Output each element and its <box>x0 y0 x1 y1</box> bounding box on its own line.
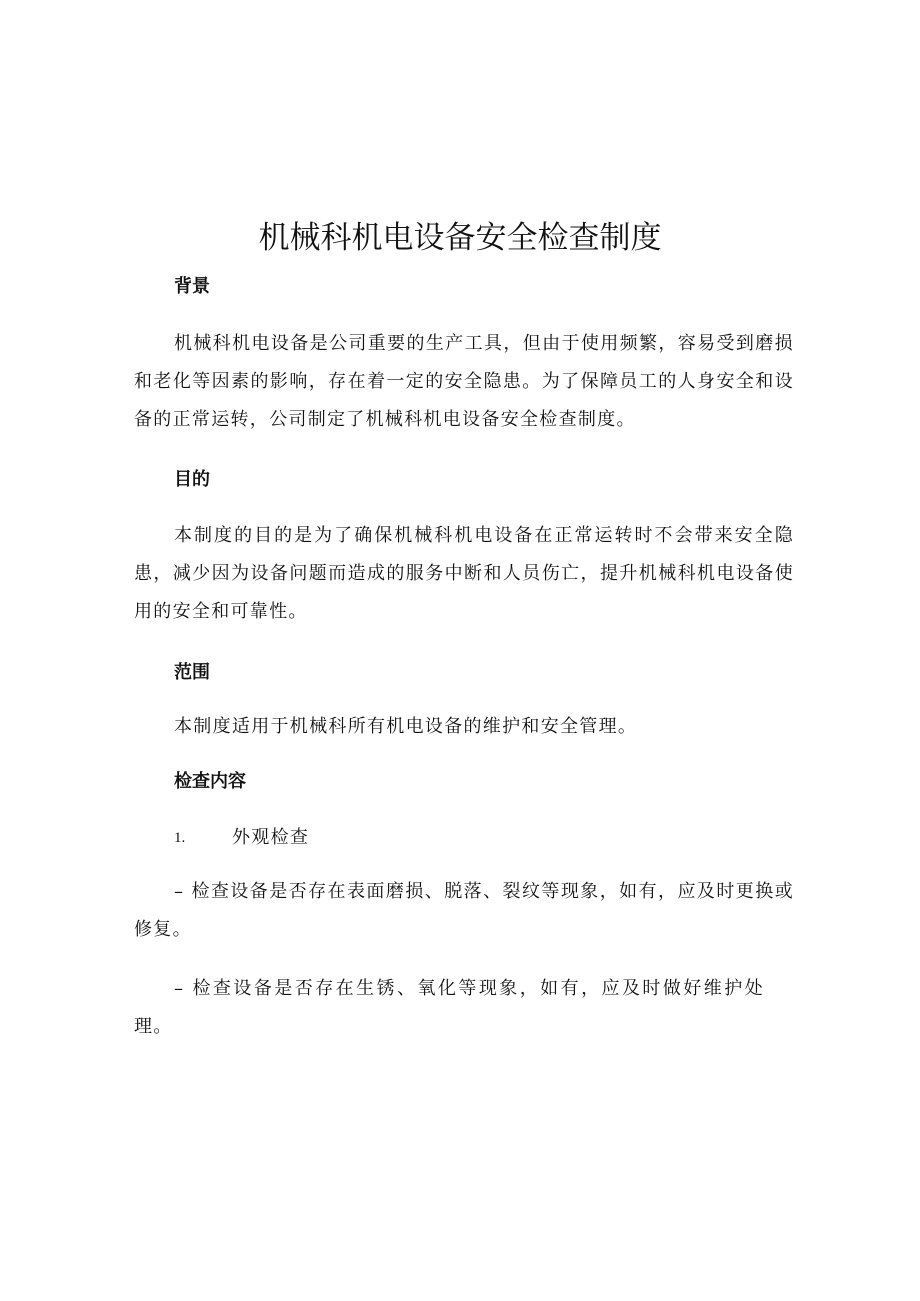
document-title: 机械科机电设备安全检查制度 <box>258 220 662 256</box>
section-heading-scope: 范围 <box>174 662 210 683</box>
section-heading-background: 背景 <box>174 276 210 297</box>
paragraph-background: 机械科机电设备是公司重要的生产工具，但由于使用频繁，容易受到磨损和老化等因素的影响，存在着一定的安全隐患。为了保障员工的人身安全和设备的正常运转，公司制定了机械科机电设备安全检查制度。 <box>134 333 794 430</box>
paragraph-check-rust: – 检查设备是否存在生锈、氧化等现象，如有，应及时做好维护处理。 <box>134 978 764 1037</box>
paragraph-scope: 本制度适用于机械科所有机电设备的维护和安全管理。 <box>174 716 638 737</box>
paragraph-purpose: 本制度的目的是为了确保机械科机电设备在正常运转时不会带来安全隐患，减少因为设备问题而造成的服务中断和人员伤亡，提升机械科机电设备使用的安全和可靠性。 <box>134 525 794 622</box>
section-heading-inspection: 检查内容 <box>174 771 246 792</box>
section-heading-purpose: 目的 <box>174 469 210 490</box>
list-number: 1. <box>174 830 186 846</box>
list-label: 外观检查 <box>232 827 310 848</box>
paragraph-check-wear: – 检查设备是否存在表面磨损、脱落、裂纹等现象，如有，应及时更换或修复。 <box>134 881 794 940</box>
